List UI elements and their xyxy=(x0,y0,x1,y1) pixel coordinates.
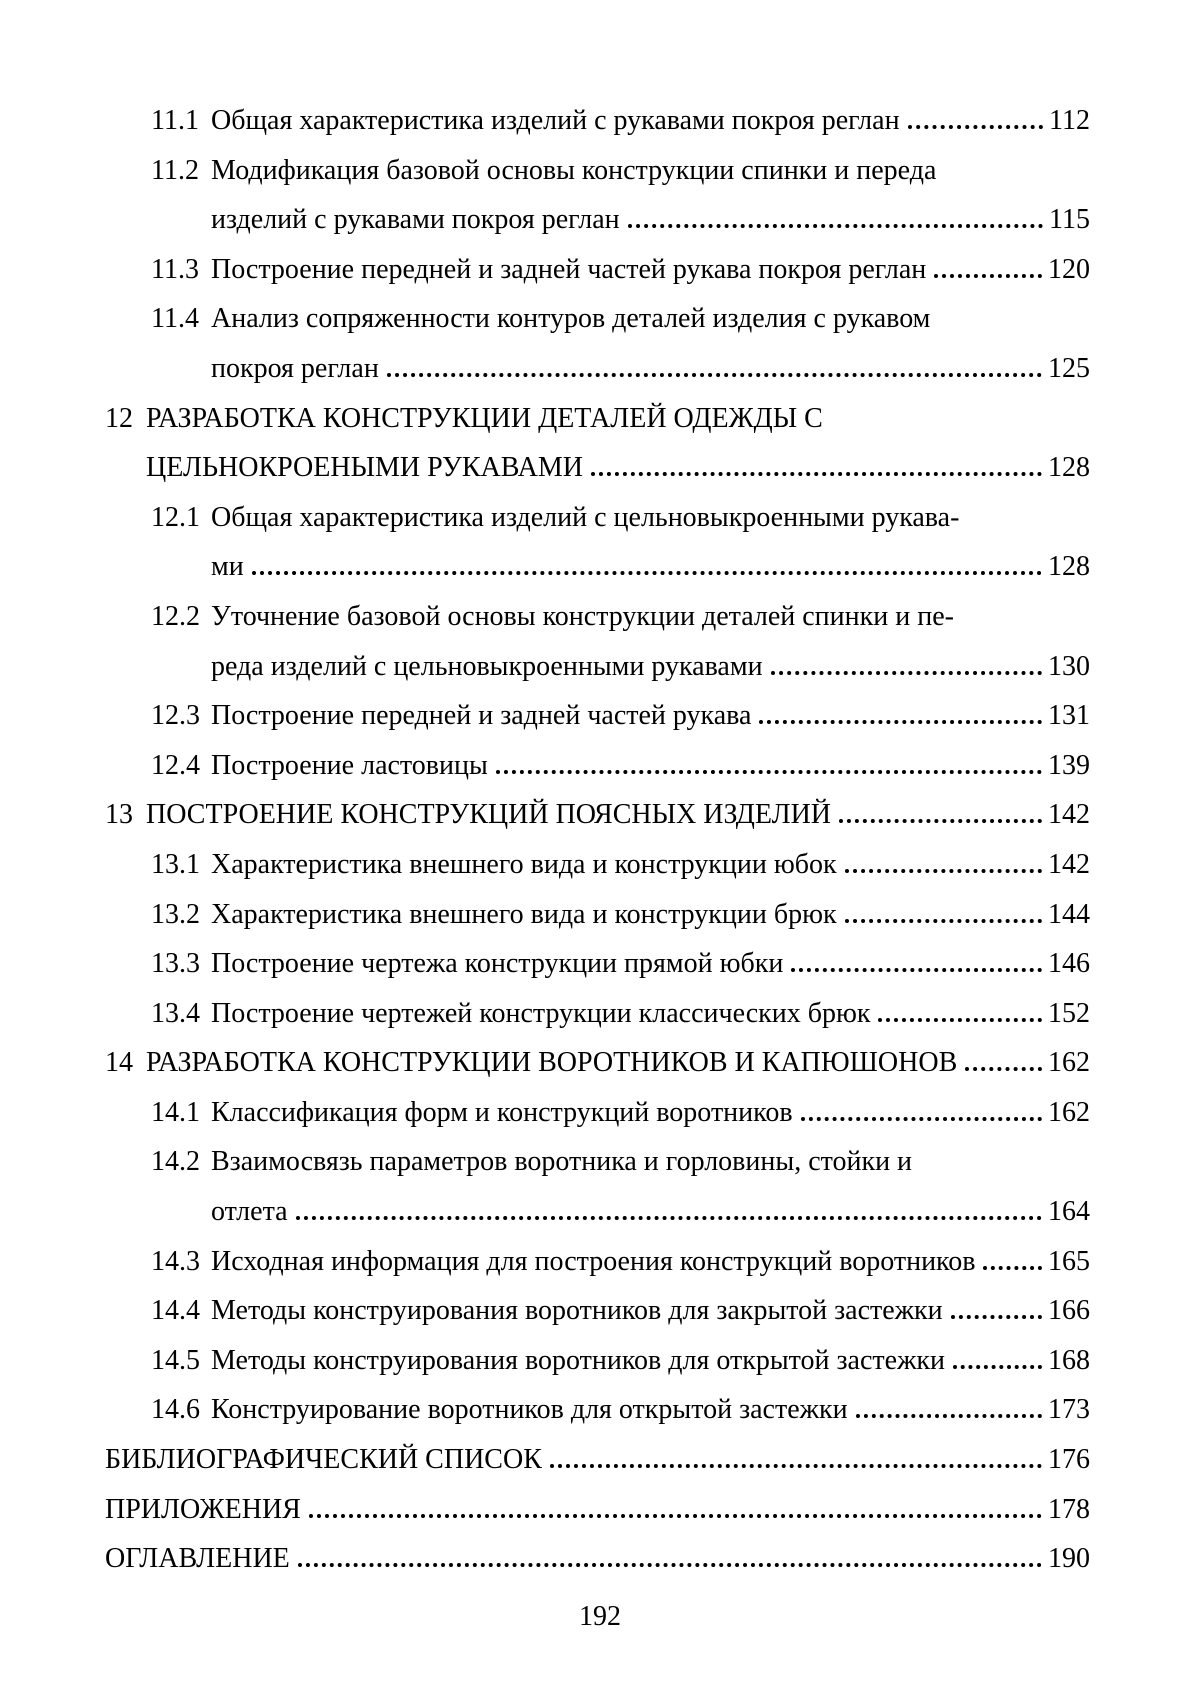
dot-leader xyxy=(965,1067,1042,1071)
dot-leader xyxy=(298,1563,1042,1567)
toc-entry-title: Построение чертежа конструкции прямой юбки xyxy=(211,948,784,980)
toc-entry-number: 12.2 xyxy=(151,600,200,632)
dot-leader xyxy=(387,373,1042,377)
toc-entry-page: 178 xyxy=(1048,1493,1090,1525)
toc-entry-page: 115 xyxy=(1049,204,1090,236)
toc-entry[interactable] xyxy=(105,890,1090,940)
dot-leader xyxy=(252,571,1042,575)
toc-entry-continuation[interactable] xyxy=(105,195,1090,245)
toc-entry-number: 13 xyxy=(105,799,133,831)
toc-entry-chapter[interactable] xyxy=(105,394,1090,444)
toc-entry-number: 14.2 xyxy=(151,1146,200,1178)
toc-entry[interactable] xyxy=(105,245,1090,295)
toc-entry-title: Модификация базовой основы конструкции спинки и переда xyxy=(211,154,937,186)
toc-entry-continuation[interactable] xyxy=(105,443,1090,493)
toc-entry-title: Построение чертежей конструкции классических брюк xyxy=(211,997,871,1029)
toc-entry-title: покроя реглан xyxy=(211,352,379,384)
toc-entry-title: Построение передней и задней частей рукава xyxy=(211,700,752,732)
dot-leader xyxy=(839,819,1042,823)
toc-entry-page: 146 xyxy=(1048,948,1090,980)
toc-entry-title: Конструирование воротников для открытой застежки xyxy=(211,1394,848,1426)
toc-entry-continuation[interactable] xyxy=(105,542,1090,592)
toc-entry-title: Анализ сопряженности контуров деталей изделия с рукавом xyxy=(211,303,931,335)
toc-entry-page: 152 xyxy=(1048,997,1090,1029)
toc-entry-title: Характеристика внешнего вида и конструкции брюк xyxy=(211,898,837,930)
toc-entry-continuation[interactable] xyxy=(105,344,1090,394)
dot-leader xyxy=(771,671,1042,675)
toc-entry-title: Методы конструирования воротников для открытой застежки xyxy=(211,1344,946,1376)
toc-entry-title: Общая характеристика изделий с цельновыкроенными рукава- xyxy=(211,501,960,533)
toc-entry-chapter[interactable] xyxy=(105,1038,1090,1088)
toc-entry-page: 176 xyxy=(1048,1444,1090,1476)
toc-entry[interactable] xyxy=(105,1286,1090,1336)
toc-entry-title: БИБЛИОГРАФИЧЕСКИЙ СПИСОК xyxy=(105,1444,542,1476)
toc-entry-title: ПОСТРОЕНИЕ КОНСТРУКЦИЙ ПОЯСНЫХ ИЗДЕЛИЙ xyxy=(146,799,832,831)
page-footer xyxy=(0,1592,1200,1642)
toc-entry-page: 142 xyxy=(1048,848,1090,880)
toc-entry[interactable] xyxy=(105,294,1090,344)
toc-entry-continuation[interactable] xyxy=(105,1187,1090,1237)
toc-entry-title: Методы конструирования воротников для закрытой застежки xyxy=(211,1295,943,1327)
toc-entry[interactable] xyxy=(105,1088,1090,1138)
dot-leader xyxy=(845,869,1042,873)
toc-entry-number: 11.3 xyxy=(151,253,199,285)
toc-entry-title: ПРИЛОЖЕНИЯ xyxy=(105,1493,301,1525)
dot-leader xyxy=(983,1266,1042,1270)
dot-leader xyxy=(550,1464,1042,1468)
dot-leader xyxy=(591,472,1042,476)
toc-entry[interactable] xyxy=(105,493,1090,543)
toc-entry-number: 13.2 xyxy=(151,898,200,930)
toc-entry-page: 125 xyxy=(1048,352,1090,384)
toc-entry-title: ми xyxy=(211,551,244,583)
toc-entry-page: 173 xyxy=(1048,1394,1090,1426)
toc-entry-title: РАЗРАБОТКА КОНСТРУКЦИИ ДЕТАЛЕЙ ОДЕЖДЫ С xyxy=(146,402,823,434)
toc-entry[interactable] xyxy=(105,939,1090,989)
toc-entry-number: 11.2 xyxy=(151,154,199,186)
toc-entry-page: 130 xyxy=(1048,650,1090,682)
toc-entry-number: 11.4 xyxy=(151,303,199,335)
toc-entry[interactable] xyxy=(105,840,1090,890)
toc-entry-number: 13.4 xyxy=(151,997,200,1029)
toc-entry-title: Взаимосвязь параметров воротника и горловины, стойки и xyxy=(211,1146,913,1178)
toc-entry[interactable] xyxy=(105,989,1090,1039)
dot-leader xyxy=(953,1365,1042,1369)
toc-entry-title: Исходная информация для построения конструкций воротников xyxy=(211,1245,976,1277)
toc-entry[interactable] xyxy=(105,1336,1090,1386)
toc-entry-number: 14.4 xyxy=(151,1295,200,1327)
toc-entry[interactable] xyxy=(105,741,1090,791)
toc-entry[interactable] xyxy=(105,1137,1090,1187)
toc-entry[interactable] xyxy=(105,146,1090,196)
toc-entry-page: 165 xyxy=(1048,1245,1090,1277)
toc-entry-number: 13.3 xyxy=(151,948,200,980)
toc-entry[interactable] xyxy=(105,1237,1090,1287)
dot-leader xyxy=(628,224,1043,228)
toc-entry-number: 14.1 xyxy=(151,1096,200,1128)
toc-entry-page: 128 xyxy=(1048,551,1090,583)
toc-entry-page: 131 xyxy=(1048,700,1090,732)
toc-entry-title: ЦЕЛЬНОКРОЕНЫМИ РУКАВАМИ xyxy=(146,452,583,484)
toc-entry-continuation[interactable] xyxy=(105,642,1090,692)
toc-entry-page: 162 xyxy=(1048,1096,1090,1128)
dot-leader xyxy=(759,720,1042,724)
toc-entry[interactable] xyxy=(105,691,1090,741)
toc-entry-page: 128 xyxy=(1048,452,1090,484)
toc-entry-number: 13.1 xyxy=(151,848,200,880)
folio-page-number: 192 xyxy=(579,1601,621,1632)
dot-leader xyxy=(908,125,1043,129)
toc-entry-title: отлета xyxy=(211,1196,288,1228)
toc-entry-number: 14 xyxy=(105,1047,133,1079)
toc-entry-page: 144 xyxy=(1048,898,1090,930)
toc-entry-title: Общая характеристика изделий с рукавами покроя реглан xyxy=(211,105,900,136)
toc-entry[interactable] xyxy=(105,1385,1090,1435)
toc-entry-title: изделий с рукавами покроя реглан xyxy=(211,204,620,236)
toc-entry-number: 12.4 xyxy=(151,749,200,781)
toc-entry[interactable] xyxy=(105,96,1090,146)
toc-entry-title: Уточнение базовой основы конструкции деталей спинки и пе- xyxy=(211,600,954,632)
toc-entry[interactable] xyxy=(105,592,1090,642)
toc-entry-page: 166 xyxy=(1048,1295,1090,1327)
toc-entry-page: 112 xyxy=(1049,105,1090,136)
dot-leader xyxy=(496,770,1042,774)
toc-entry-title: ОГЛАВЛЕНИЕ xyxy=(105,1543,290,1575)
dot-leader xyxy=(791,968,1042,972)
toc-entry-title: Характеристика внешнего вида и конструкции юбок xyxy=(211,848,837,880)
toc-entry-title: Построение передней и задней частей рукава покроя реглан xyxy=(211,253,927,285)
dot-leader xyxy=(878,1018,1042,1022)
dot-leader xyxy=(934,274,1042,278)
toc-entry-page: 139 xyxy=(1048,749,1090,781)
toc-entry-title: Построение ластовицы xyxy=(211,749,488,781)
dot-leader xyxy=(845,919,1042,923)
toc-entry-page: 168 xyxy=(1048,1344,1090,1376)
toc-entry-number: 12.3 xyxy=(151,700,200,732)
toc-entry-number: 12.1 xyxy=(151,501,200,533)
dot-leader xyxy=(309,1514,1042,1518)
toc-entry-title: РАЗРАБОТКА КОНСТРУКЦИИ ВОРОТНИКОВ И КАПЮШОНОВ xyxy=(146,1047,958,1079)
toc-entry-title: реда изделий с цельновыкроенными рукавами xyxy=(211,650,763,682)
dot-leader xyxy=(801,1117,1042,1121)
toc-entry-number: 12 xyxy=(105,402,133,434)
toc-entry-page: 142 xyxy=(1048,799,1090,831)
toc-entry-page: 162 xyxy=(1048,1047,1090,1079)
dot-leader xyxy=(856,1414,1042,1418)
dot-leader xyxy=(951,1315,1042,1319)
toc-entry-chapter[interactable] xyxy=(105,1435,1090,1485)
toc-entry-chapter[interactable] xyxy=(105,1485,1090,1535)
toc-entry-number: 14.5 xyxy=(151,1344,200,1376)
toc-entry-page: 120 xyxy=(1048,253,1090,285)
toc-entry-page: 190 xyxy=(1048,1543,1090,1575)
toc-entry-number: 14.3 xyxy=(151,1245,200,1277)
toc-entry-chapter[interactable] xyxy=(105,1534,1090,1584)
toc-entry-number: 11.1 xyxy=(151,105,199,136)
dot-leader xyxy=(296,1216,1042,1220)
toc-entry-title: Классификация форм и конструкций воротников xyxy=(211,1096,793,1128)
toc-entry-page: 164 xyxy=(1048,1196,1090,1228)
toc-entry-number: 14.6 xyxy=(151,1394,200,1426)
toc-entry-chapter[interactable] xyxy=(105,790,1090,840)
